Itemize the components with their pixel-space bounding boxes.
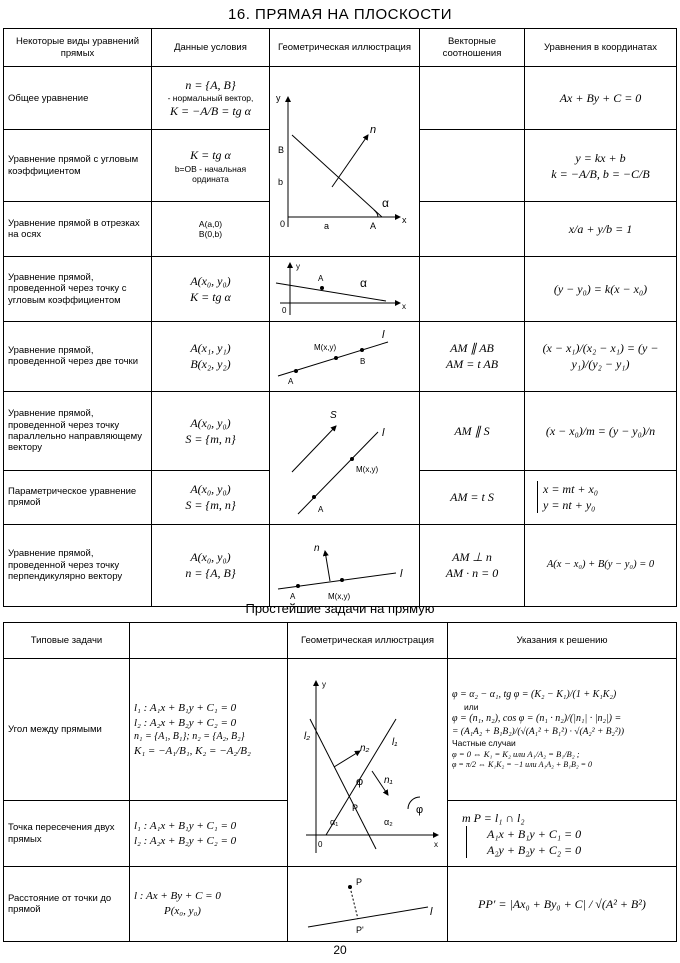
vector-relation: AM ⊥ n — [452, 550, 492, 565]
cond-line: K = tg α — [190, 148, 231, 163]
row-name: Общее уравнение — [4, 67, 152, 130]
axis-label-x: x — [402, 215, 407, 225]
cond-line: n = {A, B} — [185, 77, 236, 92]
a-label: a — [324, 221, 330, 231]
hint-line: m P = l₁ ∩ l₂ — [462, 810, 525, 825]
table-row — [4, 524, 677, 606]
point-a — [320, 286, 324, 290]
point-b-label: B — [278, 145, 285, 155]
axis-label-y: y — [276, 93, 281, 103]
cond-line: K = tg α — [190, 290, 231, 305]
table-row — [4, 867, 677, 941]
hint-line: φ = α₂ − α₁, tg φ = (K₂ − K₁)/(1 + K₁K₂) — [452, 689, 617, 701]
header-illustration: Геометрическая иллюстрация — [288, 623, 448, 659]
alpha-label: α — [360, 276, 367, 291]
hint-line: φ = (n₁, n₂), cos φ = (n₁ · n₂)/(|n₁| · |n₂|) = — [452, 713, 622, 725]
alpha2-label: α₂ — [384, 817, 393, 827]
point-m-label: M(x,y) — [356, 465, 379, 475]
n2-label: n₂ — [360, 743, 370, 754]
b-label: b — [278, 177, 284, 187]
perpendicular-figure — [270, 525, 420, 603]
point-a-label: A — [318, 274, 324, 284]
axis-label-x: x — [434, 840, 438, 849]
s-label: S — [330, 410, 337, 422]
general-line-figure — [270, 67, 420, 253]
cond-line: K₁ = −A₁/B₁, K₂ = −A₂/B₂ — [134, 744, 251, 757]
angle-figure — [288, 659, 448, 863]
table-row — [4, 67, 677, 130]
point-a-label: A — [288, 376, 294, 386]
lines-table — [3, 28, 677, 607]
origin-label: 0 — [280, 219, 286, 229]
row-name: Уравнение прямой, проведенной через точку перпендикулярно вектору — [4, 524, 152, 606]
l2-label: l₂ — [304, 731, 311, 742]
phi-label: φ — [356, 776, 364, 788]
row-name: Уравнение прямой, проведенной через две точки — [4, 321, 152, 391]
row-name: Уравнение прямой, проведенной через точку с угловым коэффициентом — [4, 257, 152, 321]
two-points-figure — [270, 322, 420, 388]
table-row — [4, 321, 677, 391]
cond-line: A(x₀, y₀) — [190, 415, 231, 430]
page-number: 20 — [333, 943, 347, 957]
cond-line: A(x₀, y₀) — [190, 481, 231, 496]
cond-line: B(x₂, y₂) — [190, 357, 231, 372]
hint-line: Частные случаи — [452, 738, 516, 749]
axis-label-y: y — [296, 262, 300, 272]
cond-line: - нормальный вектор, — [167, 93, 254, 104]
cond-line: n₁ = {A₁, B₁}; n₂ = {A₂, B₂} — [134, 731, 245, 743]
cond-line: A(a,0) — [198, 219, 223, 230]
parallel-figure — [270, 392, 420, 520]
cond-line: S = {m, n} — [185, 431, 236, 446]
row-name: Параметрическое уравнение прямой — [4, 470, 152, 524]
row-name: Уравнение прямой, проведенной через точку параллельно направляющему вектору — [4, 392, 152, 471]
coord-eq: x = mt + x₀ — [537, 481, 672, 497]
hint-line: A₂y + B₂y + C₂ = 0 — [466, 842, 672, 858]
cond-line: l : Ax + By + C = 0 — [134, 890, 221, 903]
header-vector: Векторные соотношения — [420, 29, 525, 67]
alpha-label: α — [382, 196, 389, 210]
perpendicular — [350, 887, 358, 919]
tasks-table — [3, 622, 677, 942]
distance-figure — [288, 867, 448, 937]
row-name: Угол между прямыми — [4, 659, 130, 801]
cond-line: l₂ : A₂x + B₂y + C₂ = 0 — [134, 834, 237, 847]
n-label: n — [314, 542, 320, 554]
origin-label: 0 — [282, 306, 287, 316]
vector-relation: AM ∥ S — [420, 392, 525, 471]
cond-line: n = {A, B} — [185, 566, 236, 581]
cond-line: l₁ : A₁x + B₁y + C₁ = 0 — [134, 701, 237, 714]
section-subtitle: Простейшие задачи на прямую — [245, 601, 435, 616]
coord-eq: y = nt + y₀ — [537, 497, 672, 513]
coord-eq: k = −A/B, b = −C/B — [551, 166, 650, 181]
point-slope-figure — [270, 257, 420, 317]
page-title: 16. ПРЯМАЯ НА ПЛОСКОСТИ — [228, 6, 452, 23]
cond-line: A(x₀, y₀) — [190, 550, 231, 565]
line-l-label: l — [382, 328, 385, 341]
line-l-label: l — [400, 567, 403, 580]
point-m-label: M(x,y) — [314, 342, 337, 352]
n-label: n — [370, 124, 377, 136]
table-row — [4, 659, 677, 801]
vector-relation: AM = t S — [420, 470, 525, 524]
table-row — [4, 257, 677, 321]
line-l — [276, 283, 386, 301]
illustration-axes — [270, 67, 420, 257]
row-name: Точка пересечения двух прямых — [4, 801, 130, 867]
header-tasks: Типовые задачи — [4, 623, 130, 659]
line-l-label: l — [382, 427, 385, 440]
vector-relation: AM · n = 0 — [445, 566, 499, 581]
header-conditions: Данные условия — [152, 29, 270, 67]
hint-line: A₁x + B₁y + C₁ = 0 — [466, 826, 672, 842]
origin-label: 0 — [318, 840, 323, 849]
line-l — [292, 135, 382, 217]
point-p-label: P — [352, 803, 359, 813]
hint-line: φ = π/2 ⇔ K₁K₂ = −1 или A₁A₂ + B₁B₂ = 0 — [452, 760, 593, 770]
hint-line: или — [464, 701, 479, 712]
point-b-label: B — [360, 356, 366, 366]
header-coordinates: Уравнения в координатах — [525, 29, 677, 67]
coord-eq: (x − x₁)/(x₂ − x₁) = (y − y₁)/(y₂ − y₁) — [525, 321, 677, 391]
row-name: Расстояние от точки до прямой — [4, 867, 130, 941]
cond-line: S = {m, n} — [185, 498, 236, 513]
coord-eq: A(x − x₀) + B(y − y₀) = 0 — [525, 524, 677, 606]
hint-line: = (A₁A₂ + B₁B₂)/(√(A₁² + B₁²) · √(A₂² + B₂²)) — [452, 726, 625, 737]
normal-vector — [325, 551, 330, 581]
normal-vector — [332, 135, 368, 187]
cond-line: A(x₁, y₁) — [190, 341, 231, 356]
l1-label: l₁ — [392, 737, 398, 748]
cond-line: l₁ : A₁x + B₁y + C₁ = 0 — [134, 820, 237, 833]
coord-eq: (x − x₀)/m = (y − y₀)/n — [525, 392, 677, 471]
alpha1-label: α₁ — [330, 817, 339, 827]
point-a-label: A — [370, 221, 377, 231]
hint-line: φ = 0 ⇔ K₁ = K₂ или A₁/A₂ = B₁/B₂ ; — [452, 748, 580, 759]
cond-line: B(0,b) — [198, 229, 223, 240]
point-m-label: M(x,y) — [328, 591, 351, 601]
coord-eq: y = kx + b — [575, 150, 626, 165]
line-l1 — [310, 719, 376, 849]
normal-n2 — [334, 751, 360, 767]
phi-label: φ — [416, 804, 424, 816]
header-illustration: Геометрическая иллюстрация — [270, 29, 420, 67]
header-empty — [130, 623, 288, 659]
table-row — [4, 392, 677, 471]
point-p-label: P — [356, 877, 363, 888]
cond-line: P(x₀, y₀) — [164, 905, 201, 918]
coord-eq: x/a + y/b = 1 — [525, 202, 677, 257]
axis-label-y: y — [322, 680, 326, 689]
line-l — [308, 907, 428, 927]
cond-line: A(x₀, y₀) — [190, 273, 231, 288]
cond-line: b=OB - начальная ордината — [174, 163, 247, 184]
n1-label: n₁ — [384, 775, 393, 786]
cond-line: l₂ : A₂x + B₂y + C₂ = 0 — [134, 716, 237, 729]
hint-line: PP′ = |Ax₀ + By₀ + C| / √(A² + B²) — [448, 867, 677, 941]
row-name: Уравнение прямой с угловым коэффициентом — [4, 130, 152, 202]
line-l — [278, 573, 396, 589]
coord-eq: (y − y₀) = k(x − x₀) — [525, 257, 677, 321]
coord-eq: Ax + By + C = 0 — [525, 67, 677, 130]
axis-label-x: x — [402, 302, 406, 312]
direction-vector — [292, 426, 336, 472]
row-name: Уравнение прямой в отрезках на осях — [4, 202, 152, 257]
vector-relation: AM = t AB — [445, 357, 499, 372]
header-kinds: Некоторые виды уравнений прямых — [4, 29, 152, 67]
cond-line: K = −A/B = tg α — [170, 104, 251, 119]
line-l-label: l — [430, 906, 433, 919]
point-p-prime-label: P' — [356, 925, 364, 936]
vector-relation: AM ∥ AB — [450, 341, 494, 356]
point-a-label: A — [318, 505, 324, 515]
point-a-label: A — [290, 591, 296, 601]
header-hints: Указания к решению — [448, 623, 677, 659]
